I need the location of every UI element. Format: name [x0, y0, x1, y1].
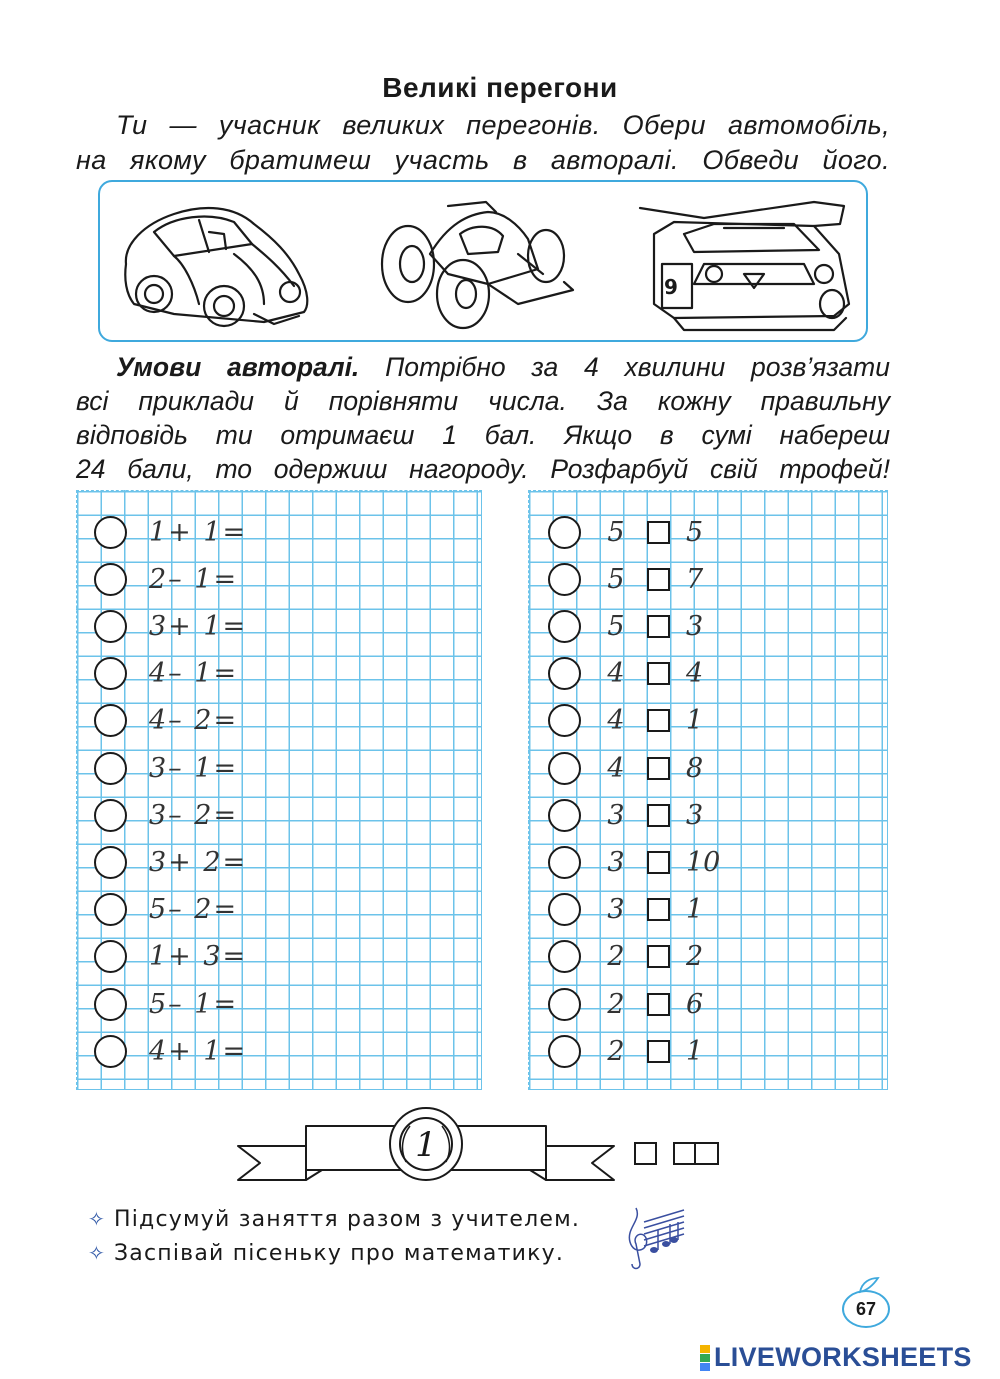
comparison-left-number: 5 [607, 563, 625, 595]
comparison-row [548, 839, 736, 885]
comparison-row [548, 745, 736, 791]
score-box-1[interactable] [634, 1142, 657, 1165]
race-car-icon[interactable] [634, 194, 854, 334]
example-row [94, 556, 238, 602]
example-row [94, 887, 238, 933]
example-expression: 1+ 3= [149, 941, 248, 973]
answer-circle[interactable] [548, 752, 581, 785]
answer-circle[interactable] [94, 704, 127, 737]
comparison-sign-box[interactable] [647, 993, 670, 1016]
comparison-sign-box[interactable] [647, 851, 670, 874]
example-expression: 4+ 1= [149, 1035, 248, 1067]
conditions-line-2: всі приклади й порівняти числа. За кожну правильну [76, 386, 890, 416]
medal-ribbon[interactable] [236, 1106, 616, 1186]
comparison-row [548, 981, 736, 1027]
example-row [94, 509, 247, 555]
example-expression: 3+ 2= [149, 846, 248, 878]
comparison-sign-box[interactable] [647, 1040, 670, 1063]
comparison-sign-box[interactable] [647, 521, 670, 544]
intro-line-1: Ти — учасник великих перегонів. Обери автомобіль, [116, 110, 890, 140]
comparison-left-number: 3 [607, 799, 625, 831]
comparison-sign-box[interactable] [647, 709, 670, 732]
comparison-row [548, 934, 736, 980]
svg-text:9: 9 [664, 275, 678, 299]
conditions-line-1: Потрібно за 4 хвилини розв’язати [385, 352, 890, 382]
answer-circle[interactable] [94, 893, 127, 926]
comparison-row [548, 603, 736, 649]
comparison-row [548, 651, 736, 697]
comparison-sign-box[interactable] [647, 945, 670, 968]
example-expression: 2– 1= [149, 563, 239, 595]
intro-text [76, 108, 890, 178]
comparison-sign-box[interactable] [647, 757, 670, 780]
example-row [94, 651, 238, 697]
answer-circle[interactable] [548, 516, 581, 549]
formula-car-icon[interactable] [368, 194, 578, 332]
rally-conditions [76, 350, 890, 486]
example-expression: 1+ 1= [149, 516, 248, 548]
comparison-sign-box[interactable] [647, 568, 670, 591]
comparison-left-number: 2 [607, 1035, 625, 1067]
comparison-right-number: 6 [686, 988, 704, 1020]
comparison-right-number: 10 [686, 846, 721, 878]
answer-circle[interactable] [548, 940, 581, 973]
example-expression: 5– 1= [149, 988, 239, 1020]
brand-text: LIVEWORKSHEETS [714, 1342, 972, 1372]
comparison-right-number: 5 [686, 516, 704, 548]
comparison-left-number: 5 [607, 610, 625, 642]
task-item: ✧ Заспівай пісеньку про математику. [88, 1240, 565, 1266]
comparison-row [548, 698, 736, 744]
task-item: ✧ Підсумуй заняття разом з учителем. [88, 1206, 581, 1232]
comparison-right-number: 1 [686, 705, 704, 737]
answer-circle[interactable] [94, 1035, 127, 1068]
answer-circle[interactable] [548, 846, 581, 879]
intro-line-2: на якому братимеш участь в авторалі. Обведи його. [76, 145, 890, 175]
comparison-sign-box[interactable] [647, 804, 670, 827]
comparison-left-number: 2 [607, 988, 625, 1020]
comparison-right-number: 1 [686, 1035, 704, 1067]
comparison-left-number: 2 [607, 941, 625, 973]
answer-circle[interactable] [548, 1035, 581, 1068]
example-expression: 4– 1= [149, 658, 239, 690]
comparison-left-number: 3 [607, 894, 625, 926]
answer-circle[interactable] [548, 988, 581, 1021]
vintage-car-icon[interactable] [114, 194, 314, 332]
example-expression: 4– 2= [149, 705, 239, 737]
comparison-left-number: 4 [607, 705, 625, 737]
comparison-left-number: 3 [607, 846, 625, 878]
liveworksheets-brand[interactable] [700, 1342, 972, 1373]
comparison-left-number: 4 [607, 752, 625, 784]
answer-circle[interactable] [548, 893, 581, 926]
answer-circle[interactable] [94, 988, 127, 1021]
answer-circle[interactable] [548, 563, 581, 596]
example-row [94, 745, 238, 791]
star-icon: ✧ [88, 1241, 106, 1265]
score-boxes[interactable] [634, 1142, 719, 1165]
answer-circle[interactable] [94, 846, 127, 879]
conditions-heading: Умови авторалі. [116, 352, 360, 382]
liveworksheets-logo-icon [700, 1345, 710, 1371]
example-row [94, 981, 238, 1027]
answer-circle[interactable] [94, 516, 127, 549]
task-list [88, 1202, 580, 1270]
answer-circle[interactable] [548, 657, 581, 690]
answer-circle[interactable] [94, 752, 127, 785]
comparison-row [548, 509, 736, 555]
page-number: 67 [842, 1290, 890, 1328]
answer-circle[interactable] [94, 940, 127, 973]
comparison-right-number: 8 [686, 752, 704, 784]
answer-circle[interactable] [94, 563, 127, 596]
comparison-row [548, 556, 736, 602]
comparison-row [548, 887, 736, 933]
comparison-row [548, 1028, 736, 1074]
cars-frame [98, 180, 868, 342]
comparison-right-number: 3 [686, 799, 704, 831]
answer-circle[interactable] [94, 610, 127, 643]
answer-circle[interactable] [548, 704, 581, 737]
example-expression: 3– 1= [149, 752, 239, 784]
example-expression: 3+ 1= [149, 610, 248, 642]
star-icon: ✧ [88, 1207, 106, 1231]
comparison-left-number: 4 [607, 658, 625, 690]
example-expression: 5– 2= [149, 894, 239, 926]
example-row [94, 1028, 247, 1074]
comparison-sign-box[interactable] [647, 898, 670, 921]
score-box-3[interactable] [696, 1142, 719, 1165]
conditions-line-4: 24 бали, то одержиш нагороду. Розфарбуй свій трофей! [76, 454, 890, 484]
medal-number: 1 [415, 1125, 437, 1165]
answer-circle[interactable] [548, 610, 581, 643]
conditions-line-3: відповідь ти отримаєш 1 бал. Якщо в сумі набереш [76, 420, 890, 450]
example-row [94, 839, 247, 885]
example-row [94, 934, 247, 980]
answer-circle[interactable] [94, 657, 127, 690]
answer-circle[interactable] [94, 799, 127, 832]
comparison-row [548, 792, 736, 838]
comparison-right-number: 7 [686, 563, 704, 595]
answer-circle[interactable] [548, 799, 581, 832]
comparison-sign-box[interactable] [647, 615, 670, 638]
example-row [94, 792, 238, 838]
comparison-right-number: 2 [686, 941, 704, 973]
page-title: Великі перегони [382, 72, 618, 103]
comparison-right-number: 1 [686, 894, 704, 926]
score-box-2[interactable] [673, 1142, 696, 1165]
music-notes-icon [622, 1200, 688, 1270]
comparison-right-number: 4 [686, 658, 704, 690]
example-row [94, 603, 247, 649]
comparison-left-number: 5 [607, 516, 625, 548]
example-expression: 3– 2= [149, 799, 239, 831]
comparison-right-number: 3 [686, 610, 704, 642]
example-row [94, 698, 238, 744]
comparison-sign-box[interactable] [647, 662, 670, 685]
